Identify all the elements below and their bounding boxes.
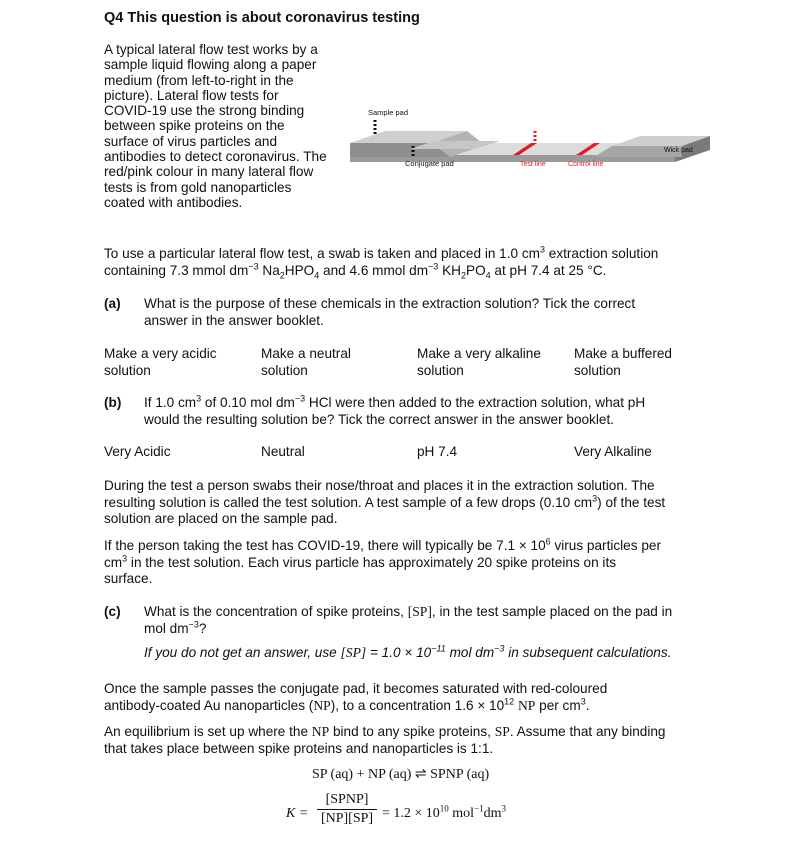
option-neutral-b: Neutral <box>261 444 305 459</box>
option-buffered: Make a buffered solution <box>574 346 672 378</box>
intro-line: medium (from left-to-right in the <box>104 72 294 88</box>
question-b-text: If 1.0 $cm^3$ of 0.10 mol $dm^{-3}$ HCl were then added to the extraction solution, what pH would the resulting solution be? Tick the correct answer in the answer booklet. <box>144 393 646 427</box>
question-title: Q4 This question is about coronavirus testing <box>104 10 420 26</box>
question-a-options <box>104 346 724 382</box>
wick-pad-label: Wick pad <box>664 147 693 154</box>
question-c <box>104 604 724 664</box>
sample-pad-label: Sample pad <box>368 108 409 117</box>
option-neutral: Make a neutral solution <box>261 346 351 378</box>
intro-line: antibodies to detect coronavirus. The <box>104 149 327 165</box>
virus-particles-paragraph: If the person taking the test has COVID-19, there will typically be $7.1 \times 10^6$ virus particles per $cm^3$ in the test solution. Each virus particle has approximately 20 spike proteins on its surface. <box>104 536 661 587</box>
option-ph-7-4: pH 7.4 <box>417 444 458 459</box>
k-value: = $1.2 \times 10^{10}$ $mol^{-1}dm^3$ <box>382 803 507 821</box>
k-denominator: [NP][SP] <box>320 811 374 826</box>
intro-line: A typical lateral flow test works by a <box>104 42 318 57</box>
intro-line: tests is from gold nanoparticles <box>104 179 292 195</box>
equilibrium-equation: SP (aq) + NP (aq) ⇌ SPNP (aq) <box>312 767 490 782</box>
intro-text <box>104 42 354 210</box>
option-very-acidic-b: Very Acidic <box>104 444 171 459</box>
intro-line: sample liquid flowing along a paper <box>104 57 317 73</box>
intro-line: COVID-19 use the strong binding <box>104 103 305 119</box>
question-c-label: (c) <box>104 604 121 619</box>
equilibrium-paragraph: An equilibrium is set up where the NP bind to any spike proteins, SP. Assume that any binding that takes place between spike proteins and nanoparticles is 1:1. <box>104 724 666 756</box>
test-line-label: Test line <box>520 161 546 168</box>
intro-line: coated with antibodies. <box>104 194 243 210</box>
option-very-acidic: Make a very acidic solution <box>104 346 217 378</box>
equilibrium-arrow: ⇌ <box>414 767 427 782</box>
intro-line: surface of virus particles and <box>104 133 278 149</box>
k-fraction <box>317 792 377 827</box>
question-a-text: What is the purpose of these chemicals in the extraction solution? Tick the correct answer in the answer booklet. <box>144 296 636 328</box>
question-a <box>104 296 724 332</box>
question-a-label: (a) <box>104 296 121 311</box>
option-very-alkaline: Make a very alkaline solution <box>417 346 541 378</box>
option-very-alkaline-b: Very Alkaline <box>574 444 652 459</box>
conjugate-pad-paragraph: Once the sample passes the conjugate pad, it becomes saturated with red-coloured antibody-coated Au nanoparticles (NP), to a concentration $1.6 \times 10^{12}$ NP per $cm^3$. <box>104 681 608 713</box>
k-symbol: K = <box>286 806 309 821</box>
question-b <box>104 395 724 431</box>
intro-line: picture). Lateral flow tests for <box>104 87 279 103</box>
lateral-flow-diagram <box>350 100 730 180</box>
question-b-label: (b) <box>104 395 122 410</box>
question-c-text: What is the concentration of spike proteins, [SP], in the test sample placed on the pad in mol $dm^{-3}$? If you do not get an answer, use $[SP] = 1.0 \times 10^{-11}$ mol $dm^{-3}$ in subsequent calculations. <box>144 604 719 662</box>
control-line-label: Control line <box>568 161 604 168</box>
conjugate-pad-label: Conjugate pad <box>405 159 454 168</box>
question-c-hint: If you do not get an answer, use $[SP] = 1.0 \times 10^{-11}$ mol $dm^{-3}$ in subsequent calculations. <box>144 643 672 661</box>
intro-line: red/pink colour in many lateral flow <box>104 164 314 180</box>
k-numerator: [SPNP] <box>325 792 369 807</box>
extraction-paragraph: To use a particular lateral flow test, a swab is taken and placed in 1.0 $cm^3$ extraction solution containing 7.3 mmol $dm^{-3}$ $Na_2HPO_4$ and 4.6 mmol $dm^{-3}$ $KH_2PO_4$ at pH 7.4 at 25 °C. <box>104 244 659 281</box>
test-solution-paragraph: During the test a person swabs their nose/throat and places it in the extraction solution. The resulting solution is called the test solution. A test sample of a few drops (0.10 $cm^3$) of the test solution are placed on the sample pad. <box>104 478 666 527</box>
question-b-options <box>104 444 724 462</box>
intro-line: between spike proteins on the <box>104 118 285 134</box>
